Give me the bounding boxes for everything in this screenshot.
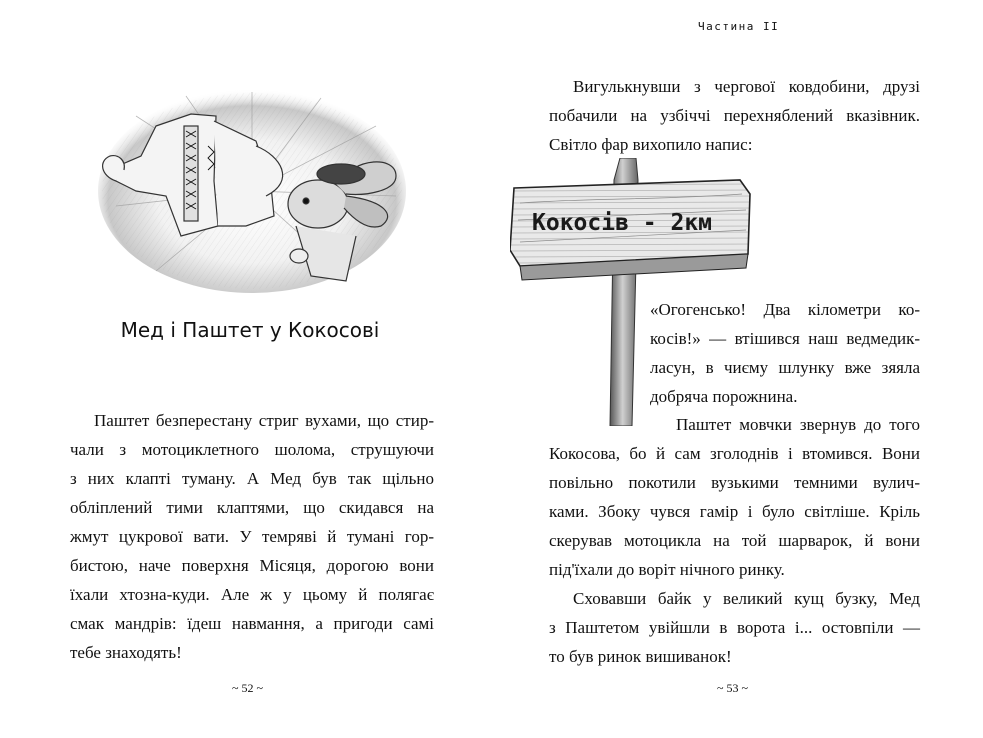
text-line: добряча порожнина. <box>650 387 798 406</box>
left-paragraph <box>70 406 434 667</box>
text-line: ласун, в чиєму шлунку вже зяяла <box>650 358 920 377</box>
chapter-title: Мед і Паштет у Кокосові <box>120 318 380 342</box>
text-line: тебе знаходять! <box>70 643 182 662</box>
text-line: обліплений тими клаптями, що скидався на <box>70 498 434 517</box>
page-number-right: ~ 53 ~ <box>717 681 748 695</box>
text-line: Сховавши байк у великий кущ бузку, Мед <box>573 589 920 608</box>
text-line: їхали хтозна-куди. Але ж у цьому й полягає <box>70 585 434 604</box>
illustration-shirt-and-rabbit <box>96 86 408 296</box>
text-line: з них клапті туману. А Мед був так щільно <box>70 469 434 488</box>
text-line: Паштет безперестану стриг вухами, що стир- <box>94 411 434 430</box>
page-number-left: ~ 52 ~ <box>232 681 263 695</box>
text-line: скерував мотоцикла на той шарварок, й вони <box>549 531 920 550</box>
text-line: побачили на узбіччі перехняблений вказівник. <box>549 106 920 125</box>
text-line: з Паштетом увійшли в ворота і... остовпіли — <box>549 618 920 637</box>
text-line: Світло фар вихопило напис: <box>549 135 753 154</box>
text-line: Паштет мовчки звернув до того <box>676 415 920 434</box>
text-line: жмут цукрової вати. У темряві й тумані гор- <box>70 527 434 546</box>
text-line: ками. Збоку чувся гамір і було світліше. Кріль <box>549 502 920 521</box>
text-line: косів!» — втішився наш ведмедик- <box>650 329 920 348</box>
right-paragraph-2 <box>650 295 920 411</box>
text-line: смак мандрів: їдеш навмання, а пригоди самі <box>70 614 434 633</box>
text-line: повільно покотили вузькими темними вулич- <box>549 473 920 492</box>
text-line: «Огогенсько! Два кілометри ко- <box>650 300 920 319</box>
text-line: бистою, наче поверхня Місяця, дорогою вони <box>70 556 434 575</box>
text-line: Кокосова, бо й сам зголоднів і втомився. Вони <box>549 444 920 463</box>
right-paragraph-3 <box>549 410 920 671</box>
running-head: Частина II <box>698 20 780 33</box>
text-line: під'їхали до воріт нічного ринку. <box>549 560 785 579</box>
text-line: то був ринок вишиванок! <box>549 647 732 666</box>
text-line: Вигулькнувши з чергової ковдобини, друзі <box>573 77 920 96</box>
text-line: чали з мотоциклетного шолома, струшуючи <box>70 440 434 459</box>
sign-text: Кокосів - 2км <box>532 210 713 236</box>
right-paragraph-1 <box>549 72 920 159</box>
